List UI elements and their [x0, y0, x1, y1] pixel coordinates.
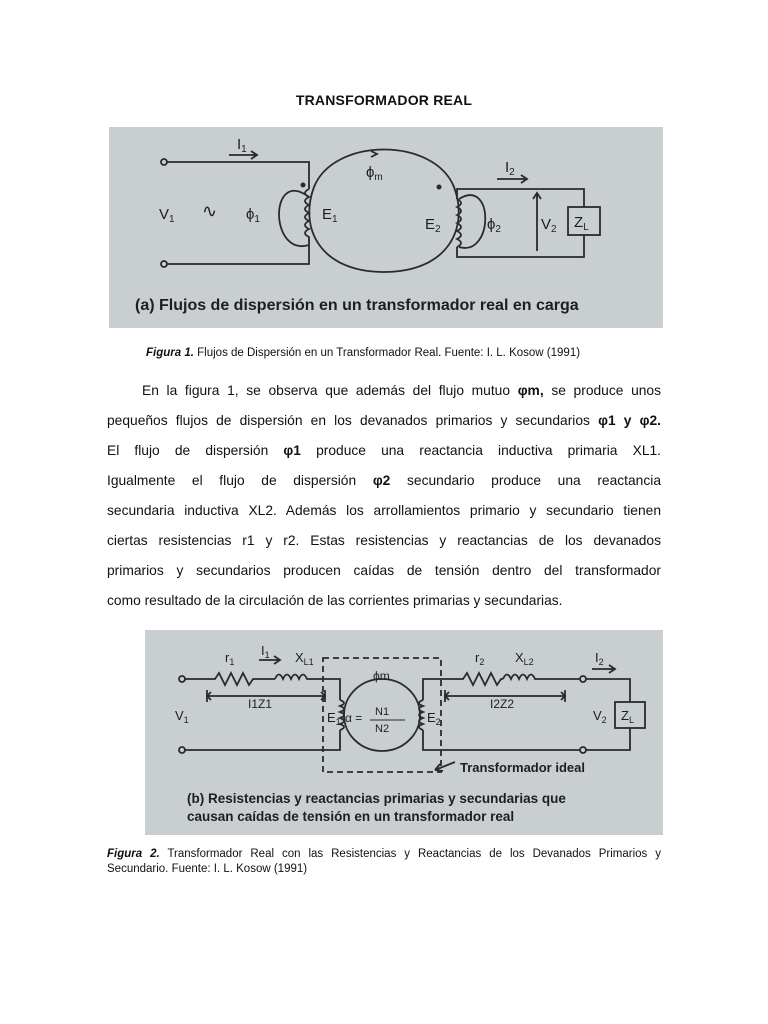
label-e1: $E_1$: [322, 206, 338, 225]
leakage-flux-2: [459, 195, 485, 248]
primary-bottom-wire: [167, 239, 309, 264]
paragraph-line: En la figura 1, se observa que además del flujo mutuo φm, se produce unos: [142, 383, 661, 398]
terminal: [179, 676, 185, 682]
label-xl1: $X_{L1}$: [295, 650, 314, 667]
figure-2-caption-line-1: Figura 2. Transformador Real con las Resistencias y Reactancias de los Devanados Primarios y: [107, 848, 661, 860]
primary-top-wire: [167, 162, 309, 189]
label-zl: $Z_L$: [621, 708, 634, 725]
polarity-dot: [301, 183, 306, 188]
paragraph-line: Igualmente el flujo de dispersión φ2 secundario produce una reactancia: [107, 473, 661, 488]
terminal: [161, 159, 167, 165]
paragraph-line: pequeños flujos de dispersión en los devanados primarios y secundarios φ1 y φ2.: [107, 413, 661, 428]
inductor-xl2: [503, 675, 580, 680]
terminal: [179, 747, 185, 753]
page-title: TRANSFORMADOR REAL: [295, 92, 473, 108]
label-i2: $I_2$: [595, 650, 604, 667]
secondary-coil: [419, 700, 423, 730]
secondary-bottom-wire: [423, 730, 580, 750]
terminal: [580, 747, 586, 753]
figure-1-image: [109, 127, 663, 328]
figure-1-caption-text: Flujos de Dispersión en un Transformador Real. Fuente: I. L. Kosow: [197, 347, 544, 359]
label-v1: $V_1$: [175, 708, 189, 725]
secondary-top-wire: [457, 189, 584, 207]
secondary-bottom-wire: [457, 235, 584, 257]
label-r1: $r_1$: [225, 650, 235, 667]
label-i2z2: I2Z2: [490, 697, 515, 711]
figure-2-caption-line-2: Secundario. Fuente: I. L. Kosow (1991): [107, 863, 308, 875]
figure-2-circuit-diagram: [145, 630, 663, 835]
label-e1: $E_1$: [327, 710, 341, 727]
paragraph-line: secundaria inductiva XL2. Además los arrollamientos primario y secundario tienen: [107, 503, 661, 518]
label-i1: $I_1$: [237, 136, 247, 155]
figure-2-caption: [107, 847, 661, 877]
ac-source-symbol: ∿: [202, 201, 218, 221]
label-v2: $V_2$: [541, 216, 557, 235]
figure-1-caption: [146, 347, 580, 359]
figure-1-embedded-caption: (a) Flujos de dispersión en un transformador real en carga: [135, 297, 579, 314]
label-r2: $r_2$: [475, 650, 485, 667]
paragraph-line: ciertas resistencias r1 y r2. Estas resistencias y reactancias de los devanados: [107, 533, 661, 548]
voltage-arrow-v2: [533, 193, 541, 251]
label-v1: $V_1$: [159, 206, 175, 225]
ideal-label-arrow: [435, 762, 455, 771]
label-e2: $E_2$: [425, 216, 441, 235]
paragraph-line: El flujo de dispersión φ1 produce una reactancia inductiva primaria XL1.: [107, 443, 661, 458]
label-phi-2: $\phi_2$: [487, 216, 501, 235]
primary-bottom-wire: [185, 730, 340, 750]
terminal: [580, 676, 586, 682]
body-paragraph: [107, 376, 661, 616]
terminal: [161, 261, 167, 267]
label-n2: N2: [375, 723, 390, 735]
label-v2: $V_2$: [593, 708, 607, 725]
label-phi-m: ϕm: [373, 669, 390, 683]
label-xl2: $X_{L2}$: [515, 650, 534, 667]
label-e2: $E_2$: [427, 710, 441, 727]
secondary-coil: [457, 199, 461, 247]
figure-1-circuit-diagram: [109, 127, 663, 328]
label-alpha: α =: [345, 711, 363, 725]
label-zl: $Z_L$: [574, 214, 589, 233]
resistor-r1: [185, 673, 275, 685]
paragraph-line: como resultado de la circulación de las corrientes primarias y secundarias.: [107, 593, 563, 608]
paragraph-line: primarios y secundarios producen caídas de tensión dentro del transformador: [107, 563, 661, 578]
figure-1-caption-year: (1991): [546, 347, 581, 359]
figure-2-caption-label: Figura 2.: [107, 848, 160, 860]
label-n1: N1: [375, 706, 390, 718]
label-i2: $I_2$: [505, 159, 515, 178]
flux-arrow: [371, 151, 377, 157]
label-phi-m: $\phi_m$: [366, 164, 383, 183]
polarity-dot: [437, 185, 442, 190]
label-i1z1: I1Z1: [248, 697, 273, 711]
figure-2-embedded-caption-line-1: (b) Resistencias y reactancias primarias y secundarias que: [187, 791, 566, 806]
label-phi-1: $\phi_1$: [246, 206, 260, 225]
label-ideal-transformer: Transformador ideal: [460, 760, 585, 775]
figure-2-image: [145, 630, 663, 835]
figure-1-caption-label: Figura 1.: [146, 347, 194, 359]
label-i1: $I_1$: [261, 643, 270, 660]
figure-2-embedded-caption-line-2: causan caídas de tensión en un transformador real: [187, 809, 515, 824]
